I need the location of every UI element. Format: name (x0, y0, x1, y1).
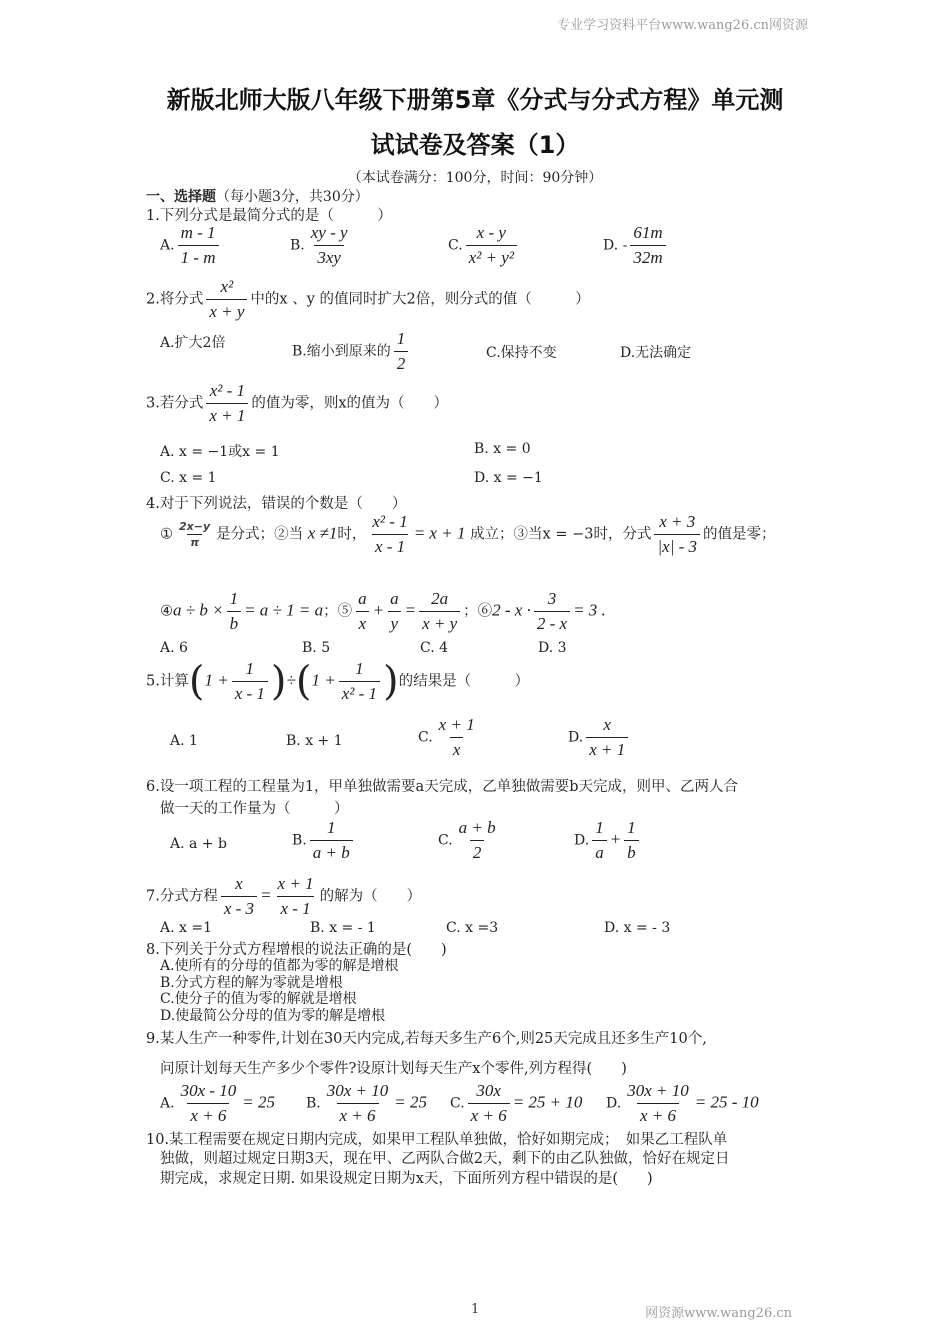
q10-stem-line1: 10.某工程需要在规定日期内完成，如果甲工程队单独做，恰好如期完成； 如果乙工程队单 (146, 1132, 728, 1148)
q5-option-d: D. $\frac{x}{x + 1}$ (568, 714, 631, 761)
q4-option-a: A. 6 (160, 640, 188, 656)
q6-option-a: A. a + b (170, 836, 227, 852)
q1-option-b: B. $\frac{xy - y}{3xy}$ (290, 223, 348, 267)
q10-stem-line2: 独做，则超过规定日期3天，现在甲、乙两队合做2天，剩下的由乙队独做，恰好在规定日 (160, 1151, 730, 1167)
q6-option-d: D. $\frac{1}{a}$ + $\frac{1}{b}$ (574, 817, 642, 864)
q4-option-c: C. 4 (420, 640, 449, 656)
section-heading: 一、选择题（每小题3分，共30分） (146, 189, 369, 205)
page-header: 专业学习资料平台www.wang26.cn网资源 (557, 18, 808, 33)
q7-option-d: D. x = - 3 (604, 920, 671, 936)
q1-stem: 1.下列分式是最简分式的是（ ） (146, 208, 392, 224)
page-number: 1 (471, 1302, 480, 1317)
q2-option-a: A.扩大2倍 (160, 335, 226, 351)
q5-stem: 5.计算(1 + $\frac{1}{x - 1}$ )÷(1 + $\frac{1}{\text{x² - 1}}$ )的结果是（ ） (146, 658, 530, 705)
q3-option-b: B. x = 0 (474, 441, 531, 457)
q2-option-b: B.缩小到原来的 $\frac{1}{2}$ (292, 328, 411, 375)
q5-option-c: C. $\frac{x + 1}{x}$ (418, 715, 475, 759)
q8-option-d: D.使最简公分母的值为零的解是增根 (160, 1008, 386, 1024)
q1-option-c: C. $\frac{x - y}{\text{x² + y²}}$ (448, 222, 520, 269)
q6-option-c: C. $\frac{a + b}{2}$ (438, 818, 496, 862)
q4-option-b: B. 5 (302, 640, 331, 656)
q9-option-b: B. $\frac{30x + 10}{x + 6}$ = 25 (306, 1081, 428, 1125)
q9-option-c: C. $\frac{30x}{x + 6}$ = 25 + 10 (450, 1081, 583, 1125)
subtitle: （本试卷满分：100分，时间：90分钟） (347, 170, 603, 186)
q4-option-d: D. 3 (538, 640, 567, 656)
q4-statements-line1: ① $\frac{2x-y}{\pi}$ 是分式；②当 x ≠1时， $\frac{\text{x² - 1}}{x - 1}$ = x + 1 成立；③当x = −3时，分式 $\frac{x + 3}{|x| - 3}$ 的值是零； (160, 512, 776, 556)
q3-option-a: A. x = −1或x = 1 (160, 444, 280, 460)
q3-option-c: C. x = 1 (160, 470, 217, 486)
q8-option-b: B.分式方程的解为零就是增根 (160, 975, 343, 991)
q8-option-a: A.使所有的分母的值都为零的解是增根 (160, 958, 399, 974)
q7-option-a: A. x =1 (160, 920, 212, 936)
q7-option-b: B. x = - 1 (310, 920, 376, 936)
page-footer: 网资源www.wang26.cn (645, 1306, 792, 1321)
q4-stem: 4.对于下列说法，错误的个数是（ ） (146, 496, 407, 512)
q10-stem-line3: 期完成，求规定日期. 如果设规定日期为x天，下面所列方程中错误的是( ) (160, 1171, 653, 1187)
q8-option-c: C.使分子的值为零的解就是增根 (160, 991, 357, 1007)
q9-stem-line1: 9.某人生产一种零件,计划在30天内完成,若每天多生产6个,则25天完成且还多生产10个, (146, 1031, 707, 1047)
q2-option-c: C.保持不变 (486, 345, 557, 361)
q3-option-d: D. x = −1 (474, 470, 543, 486)
q1-option-a: A. $\frac{m - 1}{1 - m}$ (160, 222, 222, 269)
q9-option-a: A. $\frac{30x - 10}{x + 6}$ = 25 (160, 1081, 276, 1125)
q6-option-b: B. $\frac{1}{a + b}$ (292, 817, 356, 864)
q9-stem-line2: 问原计划每天生产多少个零件?设原计划每天生产x个零件,列方程得( ) (160, 1061, 627, 1077)
q1-option-d: D. - $\frac{61m}{32m}$ (603, 222, 669, 269)
q7-stem: 7.分式方程 $\frac{x}{x - 3}$ = $\frac{x + 1}{x - 1}$ 的解为（ ） (146, 874, 422, 918)
q2-option-d: D.无法确定 (620, 345, 692, 361)
q5-option-a: A. 1 (170, 733, 198, 749)
q6-stem-line1: 6.设一项工程的工程量为1，甲单独做需要a天完成，乙单独做需要b天完成，则甲、乙两人合 (146, 779, 738, 795)
q7-option-c: C. x =3 (446, 920, 499, 936)
q6-stem-line2: 做一天的工作量为（ ） (160, 801, 349, 817)
q2-stem: 2.将分式 $\frac{\text{x²}}{x + y}$ 中的x 、y 的值同时扩大2倍，则分式的值（ ） (146, 277, 590, 321)
q4-statements-line2: ④a ÷ b × $\frac{1}{b}$ = a ÷ 1 = a；⑤ $\frac{a}{x}$ + $\frac{a}{y}$ = $\frac{2a}{x + y}$ ；⑥2 - x · $\frac{3}{2 - x}$ = 3 . (160, 589, 606, 633)
page-title: 新版北师大版八年级下册第5章《分式与分式方程》单元测 (166, 86, 784, 114)
q3-stem: 3.若分式 $\frac{\text{x² - 1}}{x + 1}$ 的值为零，则x的值为（ ） (146, 381, 449, 425)
q5-option-b: B. x + 1 (286, 733, 343, 749)
q9-option-d: D. $\frac{30x + 10}{x + 6}$ = 25 - 10 (606, 1081, 759, 1125)
page-title-line2: 试试卷及答案（1） (370, 131, 580, 159)
q8-stem: 8.下列关于分式方程增根的说法正确的是( ) (146, 942, 447, 958)
